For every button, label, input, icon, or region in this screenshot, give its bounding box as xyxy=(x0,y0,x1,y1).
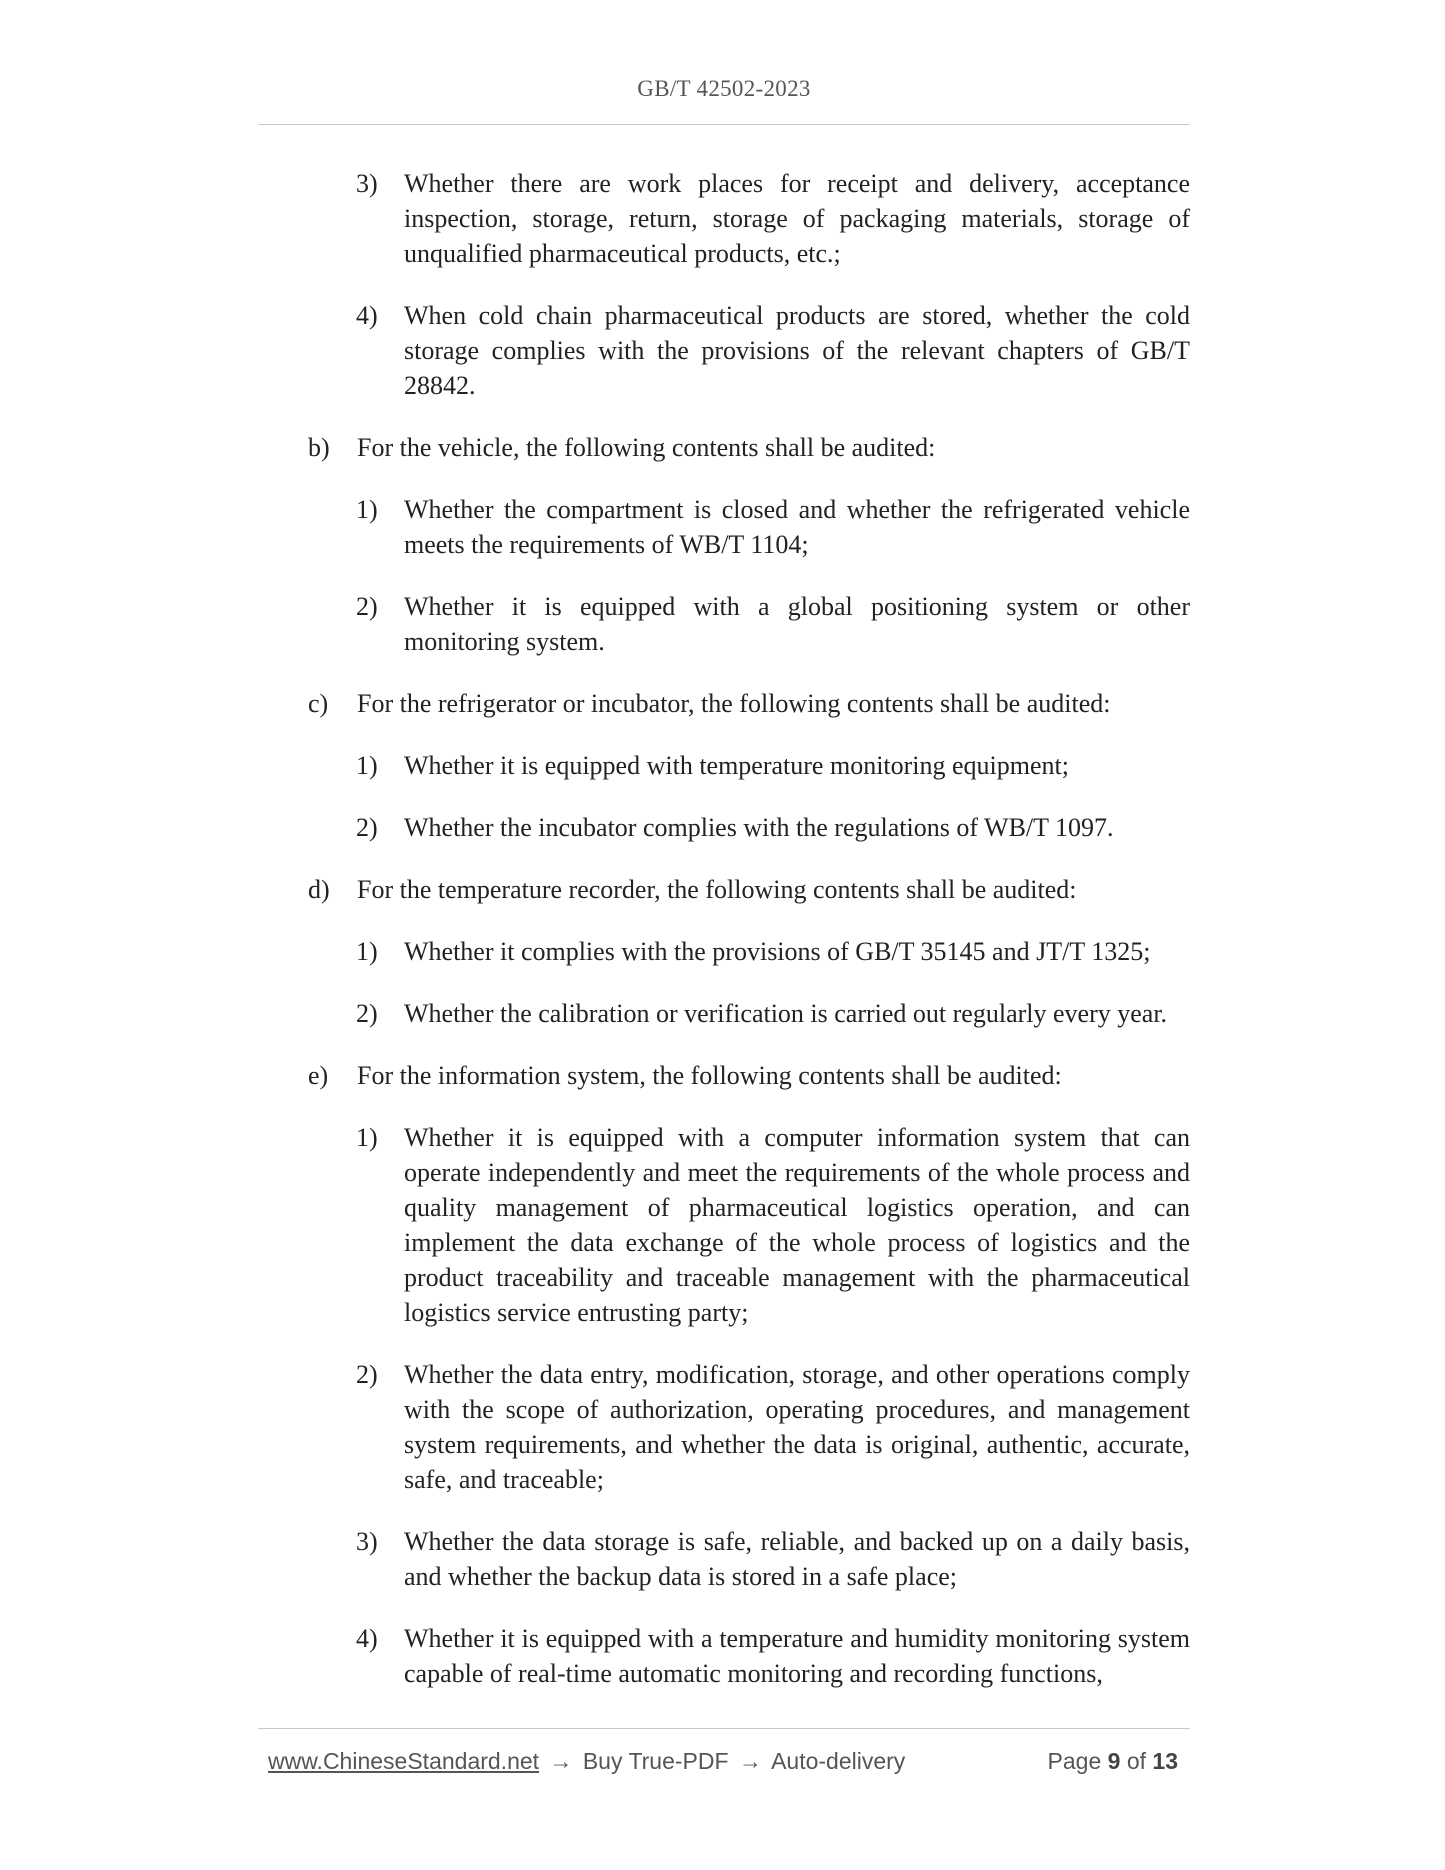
header-divider xyxy=(258,124,1190,125)
list-item-text: Whether it complies with the provisions of GB/T 35145 and JT/T 1325; xyxy=(404,937,1151,966)
list-item-label: 2) xyxy=(356,813,378,842)
list-item-label: 2) xyxy=(356,1360,378,1389)
sub-list-item xyxy=(0,1357,1445,1497)
sub-list-item xyxy=(0,298,1445,403)
page-total: 13 xyxy=(1152,1748,1178,1774)
list-item-text: Whether the data entry, modification, storage, and other operations comply with the scope of authorization, operating procedures, and management system requirements, and whether the data is original, authentic, accurate, safe, and traceable; xyxy=(404,1360,1190,1494)
list-item-text: Whether the data storage is safe, reliable, and backed up on a daily basis, and whether the backup data is stored in a safe place; xyxy=(404,1527,1190,1591)
sub-list-item xyxy=(0,1621,1445,1691)
sub-list-item xyxy=(0,1120,1445,1330)
list-item xyxy=(0,1058,1445,1093)
list-item xyxy=(0,430,1445,465)
list-item xyxy=(0,686,1445,721)
sub-list-item xyxy=(0,166,1445,271)
list-item-label: 2) xyxy=(356,999,378,1028)
list-item-label: e) xyxy=(308,1061,329,1090)
arrow-right-icon: → xyxy=(738,1748,762,1774)
list-item-label: 1) xyxy=(356,1123,378,1152)
page-word: Page xyxy=(1047,1748,1102,1774)
list-item-text: For the information system, the following contents shall be audited: xyxy=(357,1061,1062,1090)
list-item-text: Whether it is equipped with a global positioning system or other monitoring system. xyxy=(404,592,1190,656)
sub-list-item xyxy=(0,748,1445,783)
list-item-label: 4) xyxy=(356,301,378,330)
list-item-text: When cold chain pharmaceutical products are stored, whether the cold storage complies with the provisions of the relevant chapters of GB/T 28842. xyxy=(404,301,1190,400)
list-item-label: d) xyxy=(308,875,330,904)
arrow-right-icon: → xyxy=(549,1748,573,1774)
list-item-text: Whether the calibration or verification is carried out regularly every year. xyxy=(404,999,1168,1028)
sub-list-item xyxy=(0,810,1445,845)
list-item-text: Whether it is equipped with a temperature and humidity monitoring system capable of real-time automatic monitoring and recording functions, xyxy=(404,1624,1190,1688)
list-item-label: 1) xyxy=(356,751,378,780)
list-item-text: For the temperature recorder, the following contents shall be audited: xyxy=(357,875,1077,904)
list-item-text: Whether the incubator complies with the regulations of WB/T 1097. xyxy=(404,813,1114,842)
list-item-label: 3) xyxy=(356,1527,378,1556)
list-item-label: 1) xyxy=(356,937,378,966)
site-link[interactable]: www.ChineseStandard.net xyxy=(268,1748,540,1774)
page-current: 9 xyxy=(1107,1748,1121,1774)
list-item-label: 4) xyxy=(356,1624,378,1653)
list-item-text: Whether the compartment is closed and whether the refrigerated vehicle meets the requirements of WB/T 1104; xyxy=(404,495,1190,559)
list-item-text: For the refrigerator or incubator, the following contents shall be audited: xyxy=(357,689,1111,718)
sub-list-item xyxy=(0,934,1445,969)
page-indicator xyxy=(1048,1748,1178,1775)
list-item-label: b) xyxy=(308,433,330,462)
list-item-text: Whether there are work places for receipt and delivery, acceptance inspection, storage, return, storage of packaging materials, storage of unqualified pharmaceutical products, etc.; xyxy=(404,169,1190,268)
list-item-label: c) xyxy=(308,689,329,718)
sub-list-item xyxy=(0,1524,1445,1594)
footer-divider xyxy=(258,1728,1190,1729)
list-item-text: Whether it is equipped with temperature monitoring equipment; xyxy=(404,751,1069,780)
document-body xyxy=(0,166,1445,1691)
document-header: GB/T 42502-2023 xyxy=(637,76,811,101)
list-item-label: 2) xyxy=(356,592,378,621)
of-word: of xyxy=(1126,1748,1147,1774)
sub-list-item xyxy=(0,996,1445,1031)
list-item-label: 3) xyxy=(356,169,378,198)
list-item-label: 1) xyxy=(356,495,378,524)
sub-list-item xyxy=(0,589,1445,659)
list-item-text: For the vehicle, the following contents shall be audited: xyxy=(357,433,936,462)
buy-true-pdf-link[interactable]: Buy True-PDF xyxy=(582,1748,729,1774)
list-item-text: Whether it is equipped with a computer information system that can operate independently and meet the requirements of the whole process and quality management of pharmaceutical logistics operation, and can implement the data exchange of the whole process of logistics and the product traceability and traceable management with the pharmaceutical logistics service entrusting party; xyxy=(404,1123,1190,1327)
list-item xyxy=(0,872,1445,907)
sub-list-item xyxy=(0,492,1445,562)
auto-delivery-text: Auto-delivery xyxy=(771,1748,906,1774)
page-footer xyxy=(268,1748,1178,1775)
